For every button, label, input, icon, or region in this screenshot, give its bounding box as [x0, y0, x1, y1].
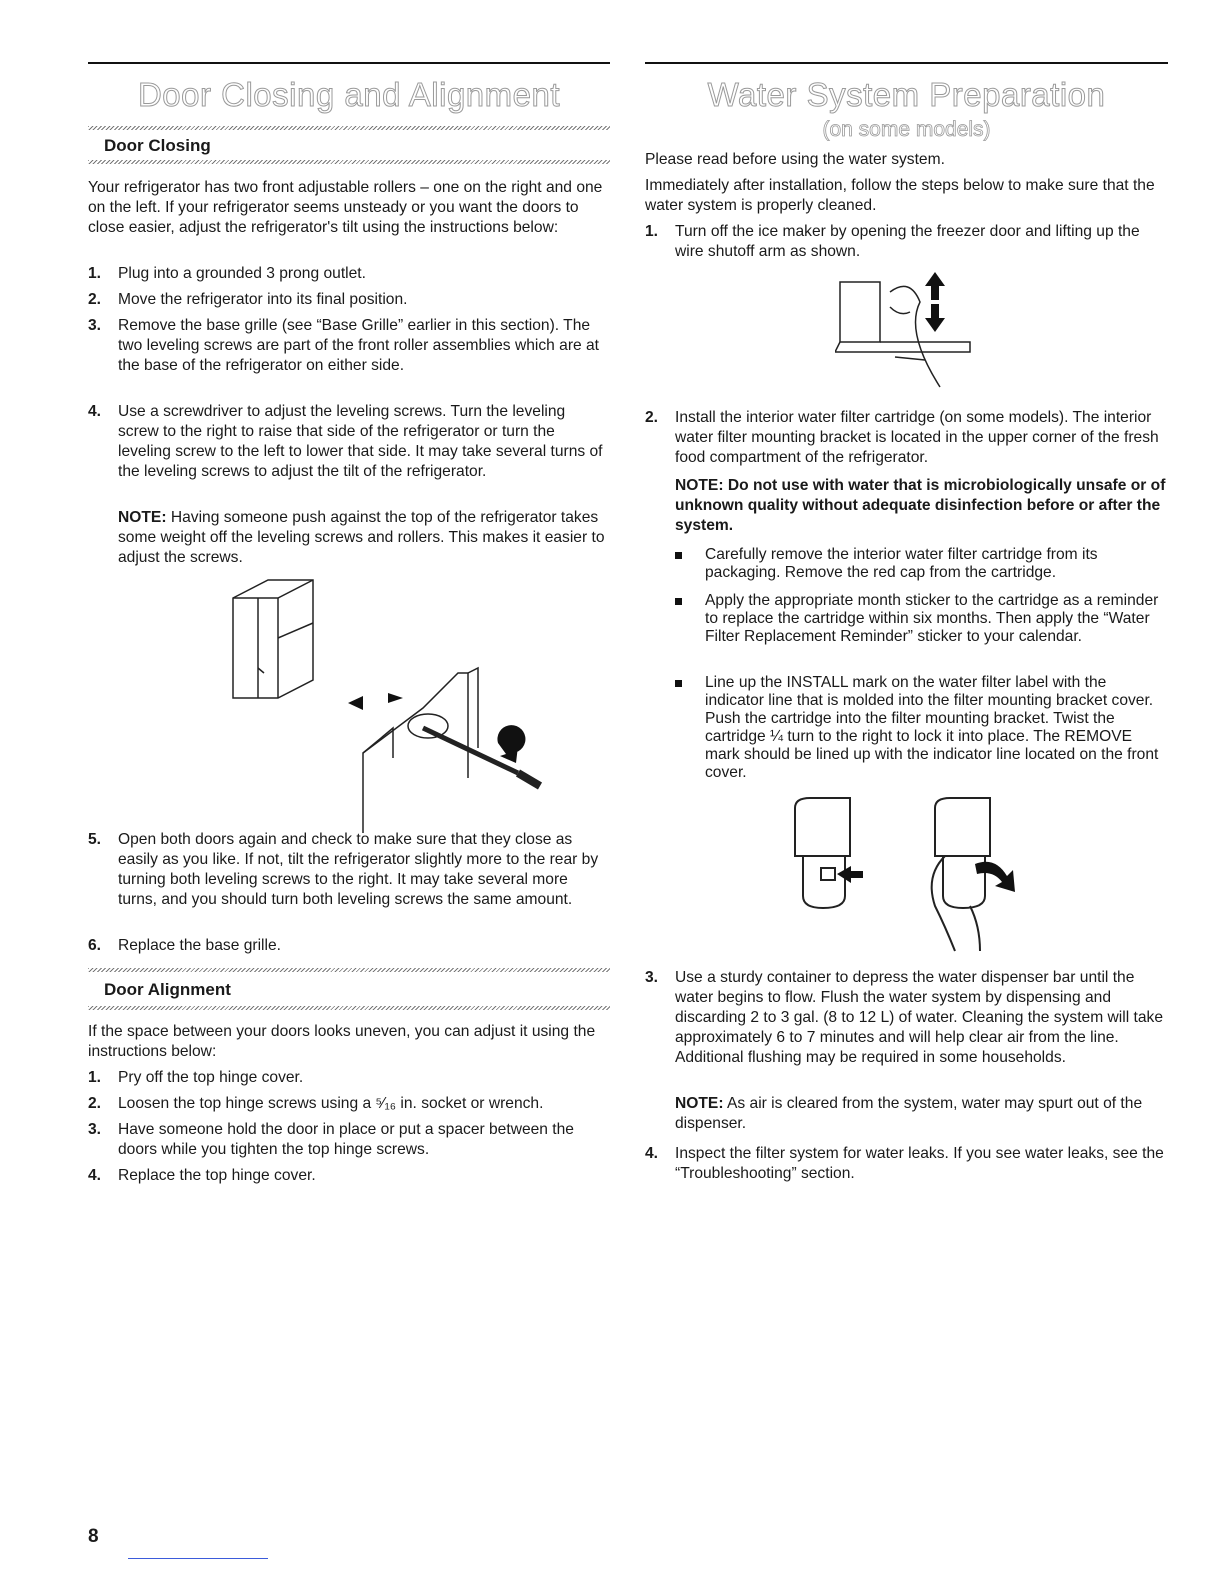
- intro-paragraph: Immediately after installation, follow the steps below to make sure that the water system is properly cleaned.: [645, 177, 1155, 214]
- subsection-heading: Door Closing: [104, 136, 211, 155]
- water-filter-illustration: [785, 796, 1045, 956]
- list-item: 2. Install the interior water filter cartridge (on some models). The interior water filter mounting bracket is located in the upper corner of the fresh food compartment of the refrigerator.: [645, 409, 1159, 466]
- divider: [88, 160, 610, 164]
- list-item: 1. Plug into a grounded 3 prong outlet.: [88, 265, 366, 282]
- list-item: 4. Inspect the filter system for water leaks. If you see water leaks, see the “Troubleshooting” section.: [645, 1145, 1164, 1182]
- note-paragraph: NOTE: Having someone push against the top of the refrigerator takes some weight off the leveling screws and rollers. This makes it easier to adjust the screws.: [118, 509, 605, 566]
- list-item: 4. Replace the top hinge cover.: [88, 1167, 316, 1184]
- footer-line: [128, 1558, 268, 1559]
- bullet-item: Line up the INSTALL mark on the water filter label with the indicator line that is molded into the filter mounting bracket cover. Push the cartridge into the filter mounting bracket. Twist the cartridge ¼ turn to the right to lock it into place. The REMOVE mark should be lined up with the indicator line located on the front cover.: [675, 674, 1168, 782]
- intro-line: Please read before using the water system.: [645, 151, 945, 168]
- bullet-icon: [675, 552, 682, 559]
- list-item: 1. Turn off the ice maker by opening the freezer door and lifting up the wire shutoff arm as shown.: [645, 223, 1140, 260]
- warning-note: NOTE: Do not use with water that is microbiologically unsafe or of unknown quality without adequate disinfection before or after the system.: [675, 477, 1166, 534]
- divider: [88, 126, 610, 130]
- top-rule: [88, 62, 610, 64]
- list-item: 3. Have someone hold the door in place or put a spacer between the doors while you tighten the top hinge screws.: [88, 1121, 574, 1158]
- list-item: 3. Use a sturdy container to depress the water dispenser bar until the water begins to flow. Flush the water system by dispensing and discarding 2 to 3 gal. (8 to 12 L) of water. Cleaning the system will take approximately 6 to 7 minutes and will help clear air from the line. Additional flushing may be required in some households.: [645, 969, 1163, 1066]
- note-paragraph: NOTE: As air is cleared from the system, water may spurt out of the dispenser.: [675, 1095, 1143, 1132]
- divider: [88, 1006, 610, 1010]
- bullet-item: Carefully remove the interior water filter cartridge from its packaging. Remove the red cap from the cartridge.: [675, 546, 1168, 582]
- list-item: 4. Use a screwdriver to adjust the leveling screws. Turn the leveling screw to the right to raise that side of the refrigerator or turn the leveling screw to the left to lower that side. It may take several turns of the leveling screws to adjust the tilt of the refrigerator.: [88, 403, 603, 480]
- list-item: 1. Pry off the top hinge cover.: [88, 1069, 304, 1086]
- intro-paragraph: Your refrigerator has two front adjustable rollers – one on the right and one on the left. If your refrigerator seems unsteady or you want the doors to close easier, adjust the refrigerator's tilt using the instructions below:: [88, 179, 603, 236]
- divider: [88, 968, 610, 972]
- list-item: 6. Replace the base grille.: [88, 937, 281, 954]
- bullet-item: Apply the appropriate month sticker to the cartridge as a reminder to replace the cartridge within six months. Then apply the “Water Filter Replacement Reminder” sticker to your calendar.: [675, 592, 1168, 646]
- subsection-heading: Door Alignment: [104, 980, 231, 999]
- bullet-icon: [675, 680, 682, 687]
- top-rule: [645, 62, 1168, 64]
- list-item: 3. Remove the base grille (see “Base Grille” earlier in this section). The two leveling screws are part of the front roller assemblies which are at the base of the refrigerator on either side.: [88, 317, 600, 374]
- intro-paragraph: If the space between your doors looks uneven, you can adjust it using the instructions below:: [88, 1023, 596, 1060]
- page-number: 8: [88, 1526, 99, 1547]
- section-title: Door Closing and Alignment: [137, 76, 561, 113]
- list-item: 2. Move the refrigerator into its final position.: [88, 291, 408, 308]
- ice-maker-illustration: [835, 272, 975, 392]
- list-item: 2. Loosen the top hinge screws using a ⁵⁄₁₆ in. socket or wrench.: [88, 1095, 544, 1112]
- bullet-icon: [675, 598, 682, 605]
- list-item: 5. Open both doors again and check to make sure that they close as easily as you like. If not, tilt the refrigerator slightly more to the rear by turning both leveling screws to the right. It may take several more turns, and you should turn both leveling screws the same amount.: [88, 831, 599, 908]
- leveling-screw-illustration: [228, 578, 558, 838]
- section-title: Water System Preparation: [707, 76, 1106, 113]
- section-subtitle: (on some models): [822, 118, 991, 141]
